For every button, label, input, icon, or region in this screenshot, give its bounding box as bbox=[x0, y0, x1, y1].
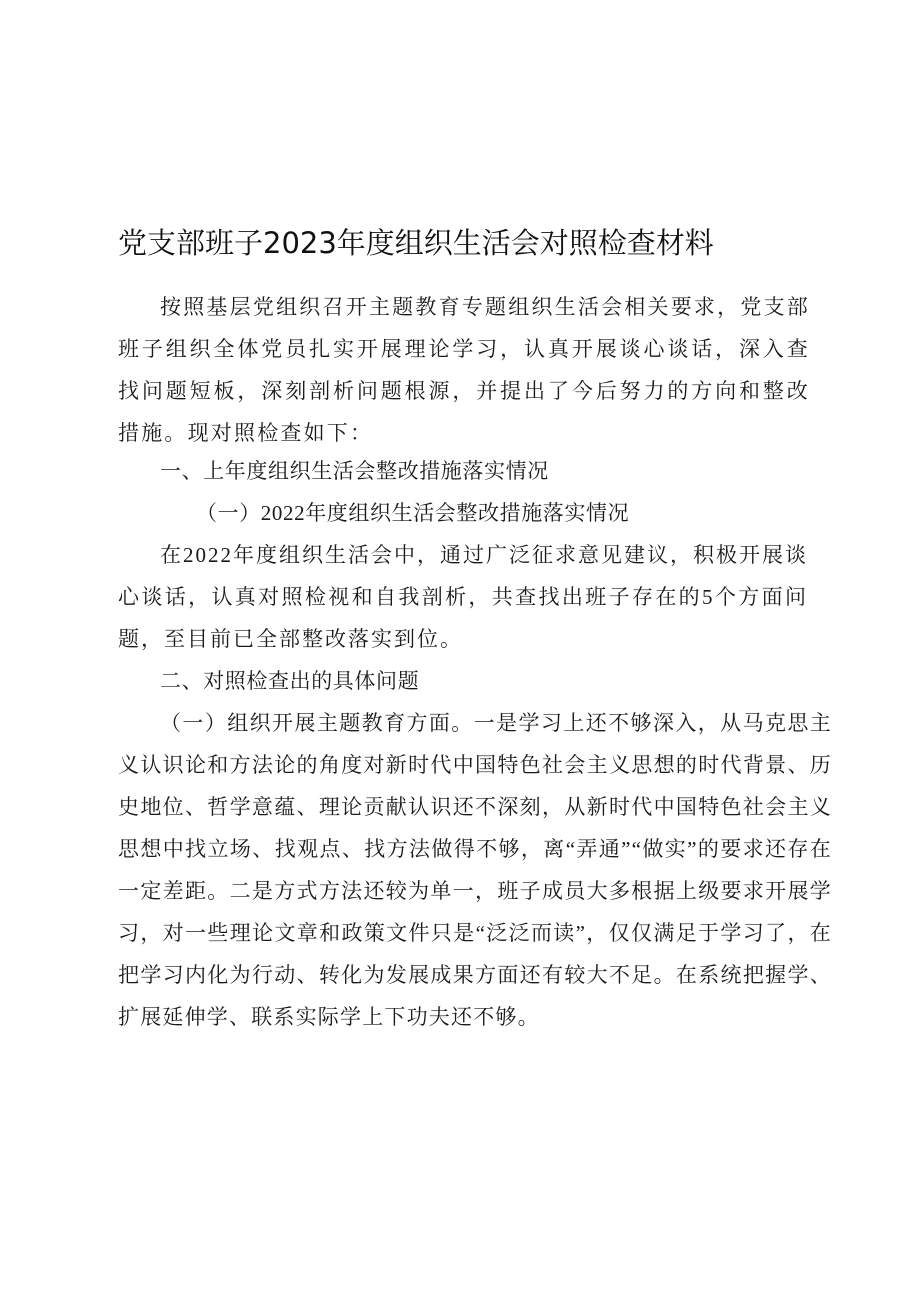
section-1-sub-1-heading: （一）2022年度组织生活会整改措施落实情况 bbox=[196, 501, 630, 525]
document-title: 党支部班子2023年度组织生活会对照检查材料 bbox=[118, 226, 714, 260]
section-1-sub-1-paragraph: 在2022年度组织生活会中，通过广泛征求意见建议，积极开展谈心谈话，认真对照检视和自我剖析，共查找出班子存在的5个方面问题，至目前已全部整改落实到位。 bbox=[118, 543, 808, 651]
section-2-heading: 二、对照检查出的具体问题 bbox=[160, 669, 420, 693]
section-1-heading: 一、上年度组织生活会整改措施落实情况 bbox=[160, 459, 549, 483]
intro-paragraph: 按照基层党组织召开主题教育专题组织生活会相关要求，党支部班子组织全体党员扎实开展理论学习，认真开展谈心谈话，深入查找问题短板，深刻剖析问题根源，并提出了今后努力的方向和整改措施。现对照检查如下： bbox=[118, 295, 810, 445]
section-2-sub-1-paragraph: （一）组织开展主题教育方面。一是学习上还不够深入，从马克思主义认识论和方法论的角度对新时代中国特色社会主义思想的时代背景、历史地位、哲学意蕴、理论贡献认识还不深刻，从新时代中国特色社会主义思想中找立场、找观点、找方法做得不够，离“弄通”“做实”的要求还存在一定差距。二是方式方法还较为单一，班子成员大多根据上级要求开展学习，对一些理论文章和政策文件只是“泛泛而读”，仅仅满足于学习了，在把学习内化为行动、转化为发展成果方面还有较大不足。在系统把握学、扩展延伸学、联系实际学上下功夫还不够。 bbox=[118, 711, 832, 1029]
